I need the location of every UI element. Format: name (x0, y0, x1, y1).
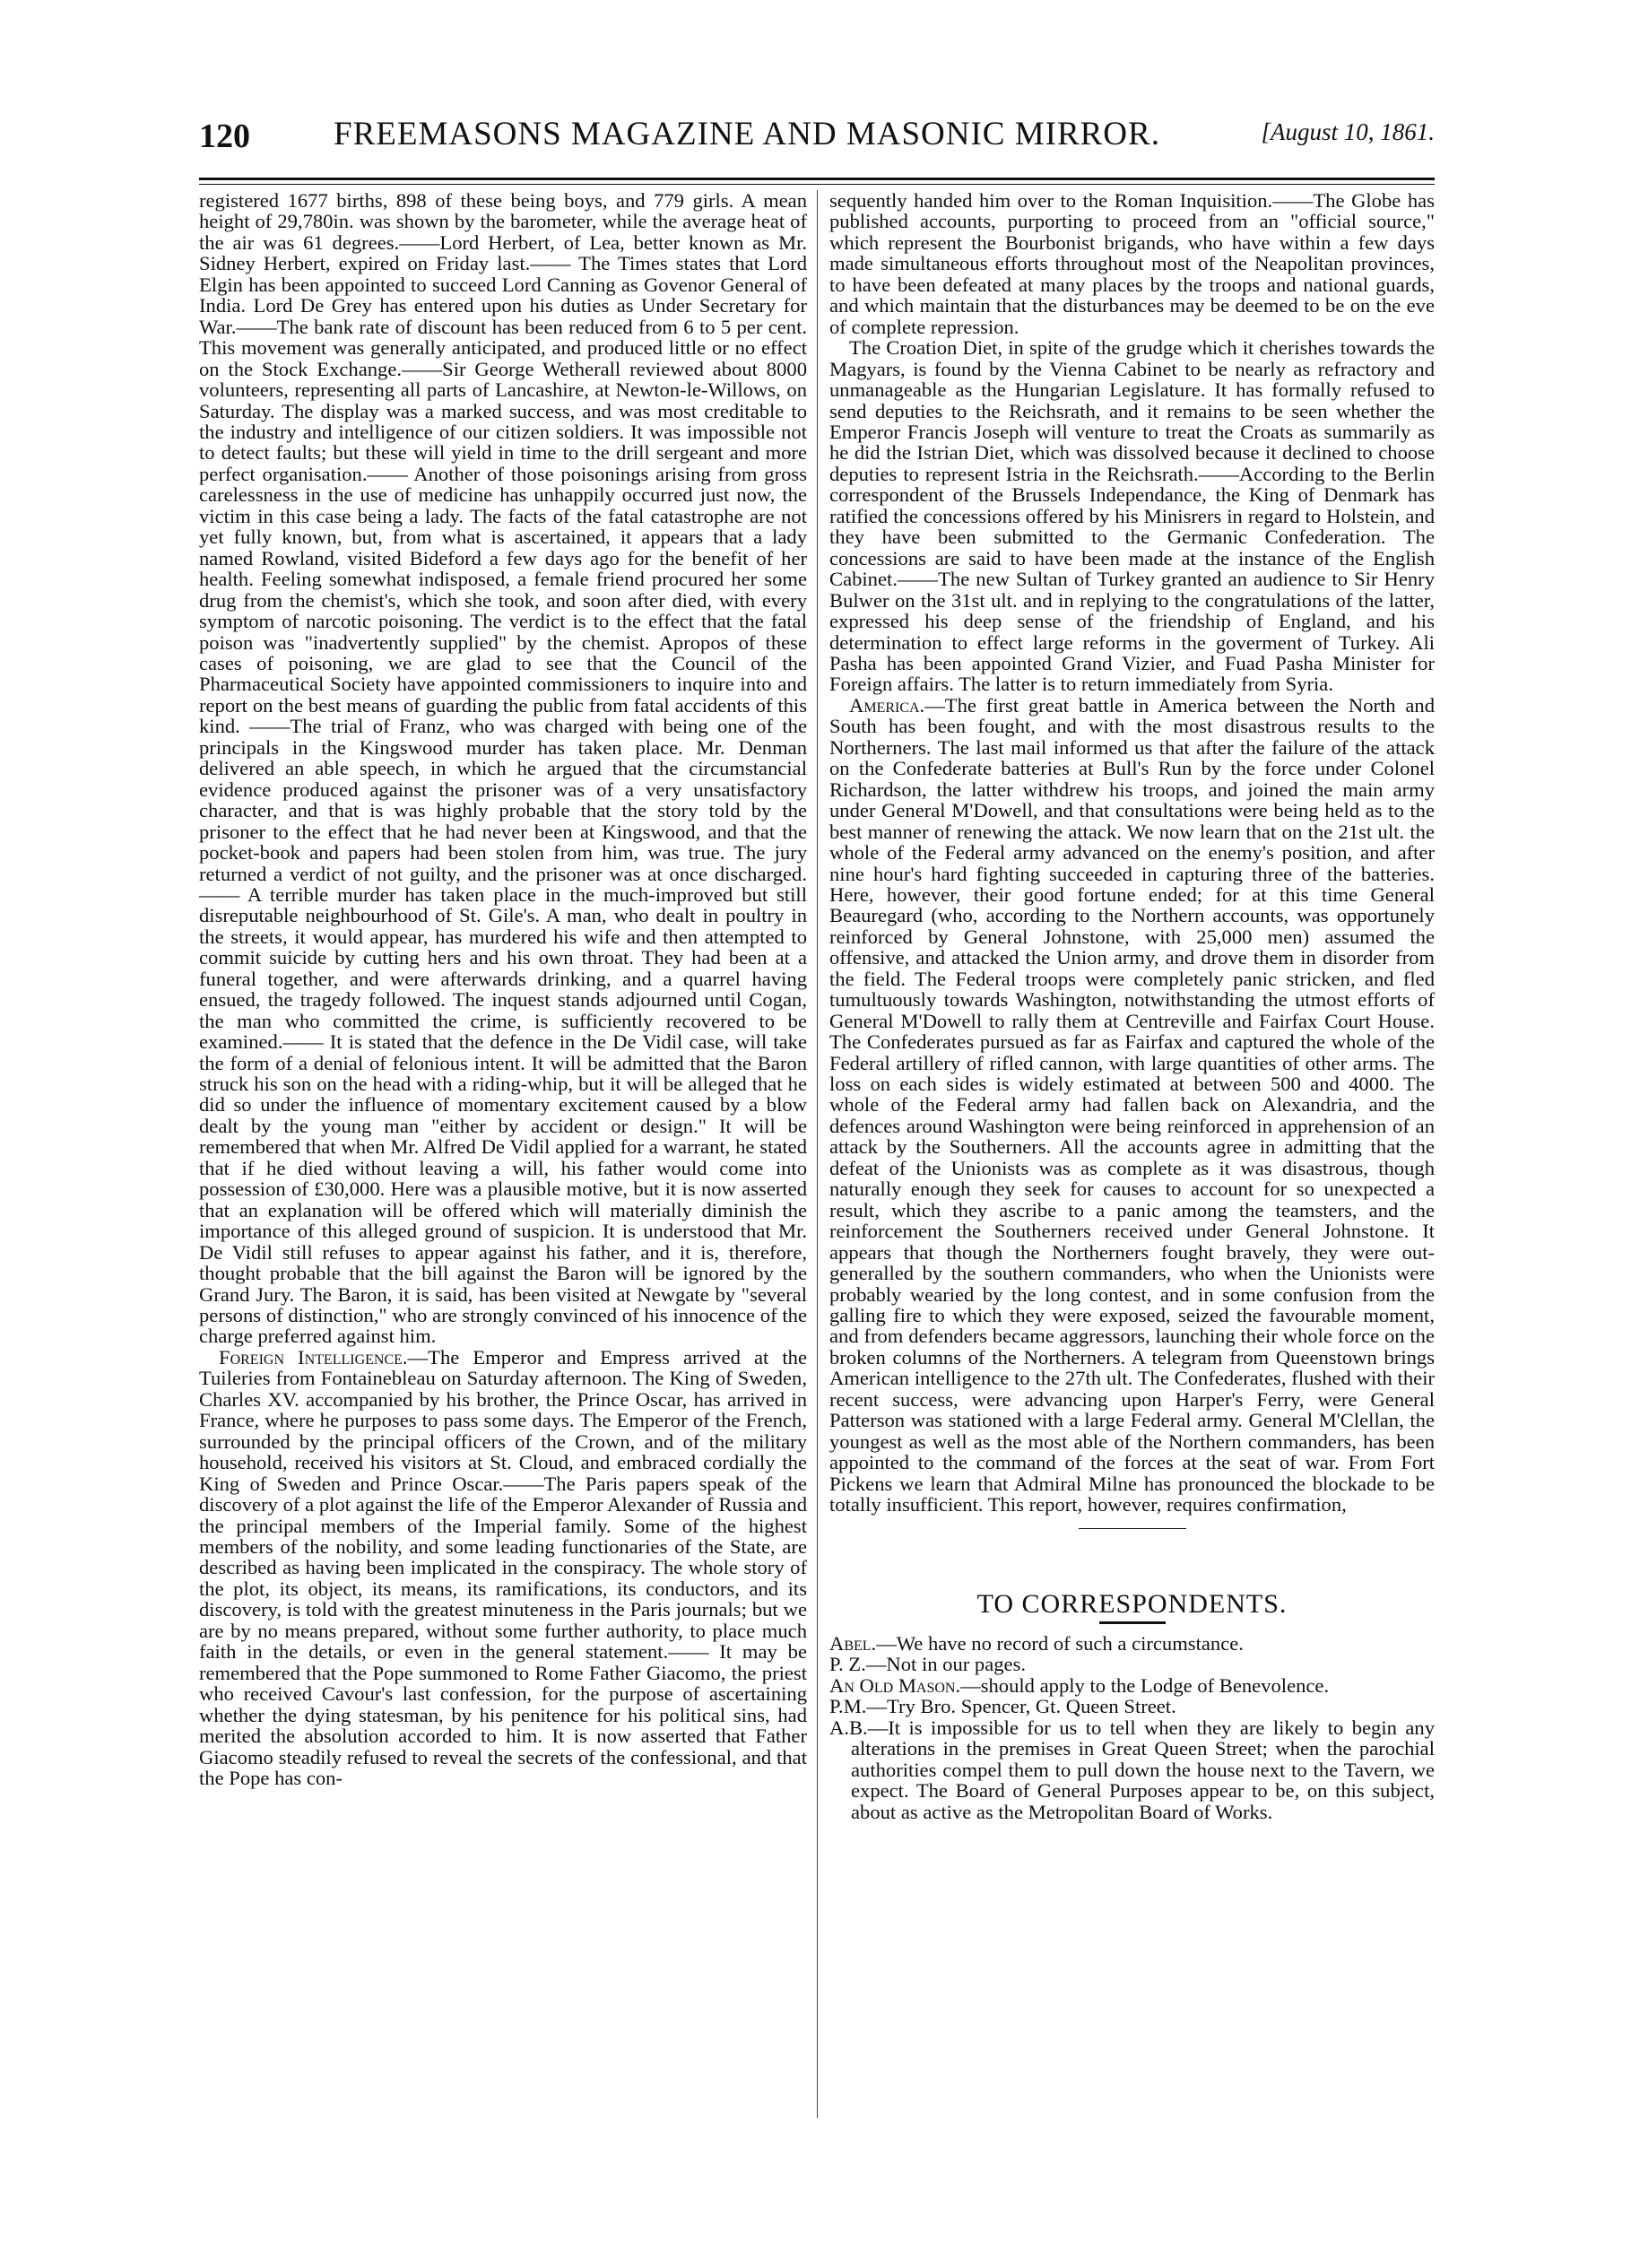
header-rule-thin (199, 184, 1435, 185)
croatian-diet-paragraph: The Croation Diet, in spite of the grudge which it cherishes towards the Magyars, is found by the Vienna Cabinet to be nearly as refractory and unmanageable as the Hungarian Legislature. It has formally refused to send deputies to the Reichsrath, and it remains to be seen whether the Emperor Francis Joseph will venture to treat the Croats as summarily as he did the Istrian Diet, which was dissolved because it declined to choose deputies to represent Istria in the Reichsrath.——According to the Berlin correspondent of the Brussels Independance, the King of Denmark has ratified the concessions offered by his Minisrers in regard to Holstein, and they have been submitted to the Germanic Confederation. The concessions are said to have been made at the instance of the English Cabinet.——The new Sultan of Turkey granted an audience to Sir Henry Bulwer on the 31st ult. and in replying to the congratulations of the latter, expressed his deep sense of the friendship of England, and his determination to effect large reforms in the goverment of Turkey. Ali Pasha has been appointed Grand Vizier, and Fuad Pasha Minister for Foreign affairs. The latter is to return immediately from Syria. (829, 336, 1435, 696)
america-body: —The first great battle in America between the North and South has been fought, and with the most disastrous results to the Northerners. The last mail informed us that after the failure of the attack on the Confederate batteries at Bull's Run by the force under Colonel Richardson, the latter withdrew his troops, and joined the main army under General M'Dowell, and that consultations were being held as to the best manner of renewing the attack. We now learn that on the 21st ult. the whole of the Federal army advanced on the enemy's position, and after nine hour's hard fighting succeeded in capturing three of the batteries. Here, however, their good fortune ended; for at this time General Beauregard (who, according to the Northern accounts, was opportunely reinforced by General Johnstone, with 25,000 men) assumed the offensive, and attacked the Union army, and drove them in disorder from the field. The Federal troops were completely panic stricken, and fled tumultuously towards Washington, notwithstanding the utmost efforts of General M'Dowell to rally them at Centreville and Fairfax Court House. The Confederates pursued as far as Fairfax and captured the whole of the Federal artillery of rifled cannon, with large quantities of other arms. The loss on each sides is widely estimated at between 500 and 4000. The whole of the Federal army had fallen back on Alexandria, and the defences around Washington were being reinforced in apprehension of an attack by the Southerners. All the accounts agree in admitting that the defeat of the Unionists was as complete as it was disastrous, though naturally enough they seek for causes to account for so unexpected a result, which they ascribe to a panic among the teamsters, and the reinforcement the Southerners received under General Johnstone. It appears that though the Northerners fought bravely, they were out-generalled by the southern commanders, who when the Unionists were probably wearied by the long contest, and in some confusion from the galling fire to which they were exposed, seized the favourable moment, and from defenders became aggressors, launching their whole force on the broken columns of the Northerners. A telegram from Queenstown brings American intelligence to the 27th ult. The Confederates, flushed with their recent success, were advancing upon Harper's Ferry, were General Patterson was stationed with a large Federal army. General M'Clellan, the youngest as well as the most able of the Northern commanders, has been appointed to the command of the forces at the seat of war. From Fort Pickens we learn that Admiral Milne has pronounced the blockade to be totally insufficient. This report, however, requires confirmation, (829, 693, 1435, 1516)
foreign-intelligence-body: —The Emperor and Empress arrived at the Tuileries from Fontainebleau on Saturday afternoon. The King of Sweden, Charles XV. accompanied by his brother, the Prince Oscar, has arrived in France, where he purposes to pass some days. The Emperor of the French, surrounded by the principal officers of the Crown, and of the military household, received his visitors at St. Cloud, and embraced cordially the King of Sweden and Prince Oscar.——The Paris papers speak of the discovery of a plot against the life of the Emperor Alexander of Russia and the principal members of the Imperial family. Some of the highest members of the nobility, and some leading functionaries of the State, are described as having been implicated in the conspiracy. The whole story of the plot, its object, its means, its ramifications, its conductors, and its discovery, is told with the greatest minuteness in the Paris journals; but we are by no means prepared, without some further authority, to place much faith in the details, or even in the general statement.—— It may be remembered that the Pope summoned to Rome Father Giacomo, the priest who received Cavour's last confession, for the purpose of ascertaining whether the dying statesman, by his penitence for his political sins, had merited the absolution accorded to him. It is now asserted that Father Giacomo steadily refused to reveal the secrets of the confessional, and that the Pope has con- (199, 1345, 807, 1789)
foreign-intelligence-paragraph (199, 1347, 807, 1789)
correspondent-reply: —Not in our pages. (865, 1653, 1027, 1676)
correspondent-name: A.B. (829, 1716, 868, 1739)
home-news-paragraph: registered 1677 births, 898 of these being boys, and 779 girls. A mean height of 29,780in. was shown by the barometer, while the average heat of the air was 61 degrees.——Lord Herbert, of Lea, better known as Mr. Sidney Herbert, expired on Friday last.—— The Times states that Lord Elgin has been appointed to succeed Lord Canning as Govenor General of India. Lord De Grey has entered upon his duties as Under Secretary for War.——The bank rate of discount has been reduced from 6 to 5 per cent. This movement was generally anticipated, and produced little or no effect on the Stock Exchange.——Sir George Wetherall reviewed about 8000 volunteers, representing all parts of Lancashire, at Newton-le-Willows, on Saturday. The display was a marked success, and was most creditable to the industry and intelligence of our citizen soldiers. It was impossible not to detect faults; but these will yield in time to the drill sergeant and more perfect organisation.—— Another of those poisonings arising from gross carelessness in the use of medicine has unhappily occurred just now, the victim in this case being a lady. The facts of the fatal catastrophe are not yet fully known, but, from what is ascertained, it appears that a lady named Rowland, visited Bideford a few days ago for the benefit of her health. Feeling somewhat indisposed, a female friend procured her some drug from the chemist's, which she took, and soon after died, with every symptom of narcotic poisoning. The verdict is to the effect that the fatal poison was "inadvertently supplied" by the chemist. Apropos of these cases of poisoning, we are glad to see that the Council of the Pharmaceutical Society have appointed commissioners to inquire into and report on the best means of guarding the public from fatal accidents of this kind. ——The trial of Franz, who was charged with being one of the principals in the Kingswood murder has taken place. Mr. Denman delivered an able speech, in which he argued that the circumstancial evidence produced against the prisoner was of a very unsatisfactory character, and that is was highly probable that the story told by the prisoner to the effect that he had never been at Kingswood, and that the pocket-book and papers had been stolen from him, was true. The jury returned a verdict of not guilty, and the prisoner was at once discharged.—— A terrible murder has taken place in the much-improved but still disreputable neighbourhood of St. Gile's. A man, who dealt in poultry in the streets, it would appear, has murdered his wife and then attempted to commit suicide by cutting hers and his own throat. They had been at a funeral together, and were afterwards drinking, and a quarrel having ensued, the tragedy followed. The inquest stands adjourned until Cogan, the man who committed the crime, is sufficiently recovered to be examined.—— It is stated that the defence in the De Vidil case, will take the form of a denial of felonious intent. It will be admitted that the Baron struck his son on the head with a riding-whip, but it will be alleged that he did so under the influence of momentary excitement caused by a blow dealt by the young man "either by accident or design." It will be remembered that when Mr. Alfred De Vidil applied for a warrant, he stated that if he died without leaving a will, his father would come into possession of £30,000. Here was a plausible motive, but it is now asserted that an explanation will be offered which will materially diminish the importance of this alleged ground of suspicion. It is understood that Mr. De Vidil still refuses to appear against his father, and it is, therefore, thought probable that the bill against the Baron will be ignored by the Grand Jury. The Baron, it is said, has been visited at Newgate by "several persons of distinction," who are strongly convinced of his innocence of the charge preferred against him. (199, 189, 807, 1348)
correspondent-reply: —Try Bro. Spencer, Gt. Queen Street. (866, 1695, 1176, 1718)
correspondent-entry (829, 1654, 1435, 1674)
america-paragraph (829, 695, 1435, 1516)
correspondent-name: P. Z. (829, 1653, 866, 1676)
header-rule-thick (199, 178, 1435, 180)
correspondent-entry (829, 1717, 1435, 1822)
correspondents-list (829, 1633, 1435, 1822)
america-heading: America. (849, 693, 925, 717)
column-divider (817, 190, 818, 2118)
correspondent-entry (829, 1675, 1435, 1696)
right-column (829, 190, 1435, 1822)
correspondents-heading: TO CORRESPONDENTS. (976, 1588, 1288, 1619)
issue-date: [August 10, 1861. (1261, 118, 1435, 145)
left-column (199, 190, 807, 1788)
page-header (199, 115, 1435, 163)
correspondent-reply: —should apply to the Lodge of Benevolence. (960, 1673, 1330, 1697)
correspondents-rule (1099, 1621, 1166, 1624)
correspondent-reply: —We have no record of such a circumstance. (876, 1632, 1244, 1655)
correspondent-entry (829, 1696, 1435, 1716)
section-end-rule (1079, 1528, 1186, 1529)
correspondent-name: Abel. (829, 1632, 877, 1655)
continued-paragraph: sequently handed him over to the Roman Inquisition.——The Globe has published accounts, purporting to proceed from an "official source," which represent the Bourbonist brigands, who have within a few days made simultaneous efforts throughout most of the Neapolitan provinces, to have been defeated at many places by the troops and national guards, and which maintain that the disturbances may be deemed to be on the eve of complete repression. (829, 189, 1435, 338)
correspondent-entry (829, 1633, 1435, 1654)
correspondent-name: An Old Mason. (829, 1673, 961, 1697)
magazine-title: FREEMASONS MAGAZINE AND MASONIC MIRROR. (334, 116, 1160, 152)
foreign-intelligence-heading: Foreign Intelligence. (219, 1345, 408, 1369)
correspondent-reply: —It is impossible for us to tell when they are likely to begin any alterations in the premises in Great Queen Street; when the parochial authorities compel them to pull down the house next to the Tavern, we expect. The Board of General Purposes appear to be, on this subject, about as active as the Metropolitan Board of Works. (851, 1716, 1435, 1823)
correspondent-name: P.M. (829, 1695, 867, 1718)
page-number: 120 (199, 117, 250, 155)
